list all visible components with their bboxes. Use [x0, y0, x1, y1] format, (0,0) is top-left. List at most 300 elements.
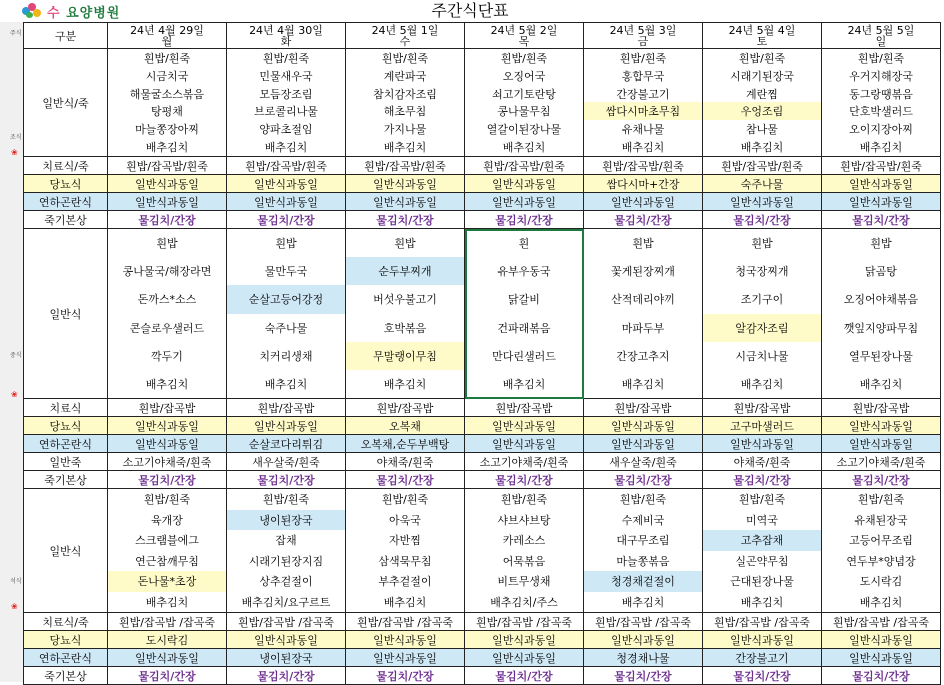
day-header-cell[interactable]	[108, 23, 227, 49]
menu-item: 흰밥/흰죽	[143, 51, 191, 65]
breakfast-diet-cell[interactable]: 일반식과동일	[346, 175, 465, 193]
dinner-diet-cell[interactable]: 흰밥/잡곡밥 /잡곡죽	[584, 613, 703, 631]
day-weekday: 월	[161, 34, 173, 48]
menu-item: 고등어무조림	[849, 534, 913, 548]
breakfast-diet-cell[interactable]: 일반식과동일	[227, 193, 346, 211]
dinner-diet-cell[interactable]: 흰밥/잡곡밥 /잡곡죽	[346, 613, 465, 631]
menu-item: 시래기된장국	[730, 69, 794, 83]
menu-item: 단호박샐러드	[849, 105, 913, 119]
menu-item: 흰밥/흰죽	[500, 493, 548, 507]
lunch-diet-cell[interactable]: 일반식과동일	[108, 435, 227, 453]
dinner-diet-cell[interactable]: 물김치/간장	[346, 667, 465, 685]
dinner-main-cell[interactable]	[108, 489, 227, 613]
flower-icon: ❀	[11, 602, 18, 611]
day-header-cell[interactable]	[822, 23, 941, 49]
menu-item: 흰밥	[870, 237, 892, 251]
menu-item: 물만두국	[264, 265, 308, 279]
menu-item: 무말랭이무침	[346, 342, 464, 370]
day-weekday: 화	[280, 34, 292, 48]
lunch-diet-cell[interactable]: 새우살죽/흰죽	[584, 453, 703, 471]
breakfast-main-cell[interactable]	[584, 49, 703, 157]
breakfast-diet-cell[interactable]: 흰밥/잡곡밥/흰죽	[703, 157, 822, 175]
menu-item: 배추김치	[621, 141, 665, 155]
lunch-diet-label[interactable]: 당뇨식	[24, 417, 108, 435]
logo-brand-a: 수	[47, 5, 61, 21]
dinner-main-label[interactable]: 일반식	[24, 489, 108, 613]
header-label-cell[interactable]: 구분	[24, 23, 108, 49]
dinner-diet-cell[interactable]: 일반식과동일	[584, 631, 703, 649]
menu-item: 계란찜	[746, 87, 778, 101]
menu-item: 홍합무국	[621, 69, 665, 83]
day-weekday: 수	[399, 34, 411, 48]
sheet-header	[0, 0, 944, 22]
dinner-diet-cell[interactable]: 물김치/간장	[108, 667, 227, 685]
lunch-main-cell[interactable]	[822, 229, 941, 399]
breakfast-diet-row	[24, 193, 941, 211]
lunch-diet-row	[24, 453, 941, 471]
lunch-diet-cell[interactable]: 일반식과동일	[584, 417, 703, 435]
breakfast-diet-cell[interactable]: 일반식과동일	[822, 193, 941, 211]
menu-item: 배추김치	[621, 377, 665, 391]
menu-item: 시금치국	[145, 69, 189, 83]
menu-item: 육개장	[151, 513, 183, 527]
lunch-main-cell[interactable]	[227, 229, 346, 399]
lunch-diet-label[interactable]: 연하곤란식	[24, 435, 108, 453]
row-tag-lunch: 중식	[10, 352, 22, 359]
menu-item: 배추김치/요구르트	[241, 595, 331, 609]
menu-item: 배추김치	[859, 377, 903, 391]
lunch-main-cell[interactable]	[346, 229, 465, 399]
breakfast-diet-cell[interactable]: 흰밥/잡곡밥/흰죽	[465, 157, 584, 175]
menu-item: 흰밥	[275, 237, 297, 251]
header-row	[24, 23, 941, 49]
lunch-main-cell[interactable]	[703, 229, 822, 399]
row-tag-dinner: 석식	[10, 578, 22, 585]
dinner-diet-cell[interactable]: 흰밥/잡곡밥 /잡곡죽	[822, 613, 941, 631]
flower-icon: ❀	[11, 148, 18, 157]
menu-item: 모듬장조림	[259, 87, 313, 101]
breakfast-diet-label[interactable]: 당뇨식	[24, 175, 108, 193]
menu-item: 순두부찌개	[346, 257, 464, 285]
dinner-diet-label[interactable]: 치료식/죽	[24, 613, 108, 631]
menu-item: 돈나물*초장	[108, 571, 226, 592]
breakfast-diet-label[interactable]: 연하곤란식	[24, 193, 108, 211]
menu-item: 열무된장나물	[849, 349, 913, 363]
day-header-cell[interactable]	[346, 23, 465, 49]
menu-item: 연두부*양념장	[846, 554, 916, 568]
lunch-diet-cell[interactable]: 오복채,순두부백탕	[346, 435, 465, 453]
menu-item: 스크램블에그	[135, 534, 199, 548]
menu-item: 흰밥	[751, 237, 773, 251]
breakfast-diet-cell[interactable]: 일반식과동일	[346, 193, 465, 211]
dinner-diet-cell[interactable]: 일반식과동일	[465, 631, 584, 649]
dinner-diet-cell[interactable]: 일반식과동일	[346, 649, 465, 667]
menu-item: 마파두부	[621, 321, 665, 335]
menu-item: 샤브샤브탕	[497, 513, 551, 527]
breakfast-diet-cell[interactable]: 일반식과동일	[108, 175, 227, 193]
breakfast-diet-cell[interactable]: 흰밥/잡곡밥/흰죽	[346, 157, 465, 175]
menu-item: 배추김치	[264, 141, 308, 155]
lunch-diet-cell[interactable]: 흰밥/잡곡밥	[227, 399, 346, 417]
menu-item: 부추겉절이	[378, 575, 432, 589]
menu-item: 호박볶음	[383, 321, 427, 335]
menu-item: 고추잡채	[703, 530, 821, 551]
lunch-diet-cell[interactable]: 물김치/간장	[346, 471, 465, 489]
lunch-main-row	[24, 229, 941, 399]
dinner-main-cell[interactable]	[227, 489, 346, 613]
dinner-diet-label[interactable]: 연하곤란식	[24, 649, 108, 667]
lunch-diet-cell[interactable]: 오복채	[346, 417, 465, 435]
dinner-diet-cell[interactable]: 간장불고기	[703, 649, 822, 667]
row-tag-top: 주식	[10, 30, 22, 37]
menu-item: 배추김치	[383, 377, 427, 391]
lunch-diet-cell[interactable]: 흰밥/잡곡밥	[108, 399, 227, 417]
menu-item: 흰밥/흰죽	[619, 51, 667, 65]
lunch-diet-cell[interactable]: 흰밥/잡곡밥	[465, 399, 584, 417]
breakfast-diet-cell[interactable]: 일반식과동일	[227, 175, 346, 193]
lunch-diet-cell[interactable]: 흰밥/잡곡밥	[703, 399, 822, 417]
dinner-diet-cell[interactable]: 냉이된장국	[227, 649, 346, 667]
breakfast-diet-cell[interactable]: 일반식과동일	[822, 175, 941, 193]
breakfast-main-cell[interactable]	[822, 49, 941, 157]
menu-item: 배추김치	[740, 595, 784, 609]
lunch-diet-cell[interactable]: 물김치/간장	[822, 471, 941, 489]
breakfast-diet-row	[24, 157, 941, 175]
menu-item: 카레소스	[502, 534, 546, 548]
lunch-diet-cell[interactable]: 소고기야채죽/흰죽	[108, 453, 227, 471]
menu-item: 흰밥/흰죽	[619, 493, 667, 507]
menu-item: 배추김치	[740, 141, 784, 155]
menu-item: 도시락김	[859, 575, 903, 589]
menu-item: 숙주나물	[264, 321, 308, 335]
breakfast-diet-cell[interactable]: 물김치/간장	[227, 211, 346, 229]
breakfast-diet-row	[24, 175, 941, 193]
lunch-diet-cell[interactable]: 일반식과동일	[108, 417, 227, 435]
menu-item: 흰밥/흰죽	[738, 493, 786, 507]
lunch-diet-cell[interactable]: 순살코다리튀김	[227, 435, 346, 453]
breakfast-diet-cell[interactable]: 흰밥/잡곡밥/흰죽	[108, 157, 227, 175]
lunch-diet-cell[interactable]: 소고기야채죽/흰죽	[822, 453, 941, 471]
dinner-diet-row	[24, 613, 941, 631]
menu-item: 흰	[518, 237, 530, 251]
menu-item: 자반찜	[389, 534, 421, 548]
dinner-diet-cell[interactable]: 일반식과동일	[822, 631, 941, 649]
menu-item: 청국장찌개	[735, 265, 789, 279]
lunch-diet-cell[interactable]: 고구마샐러드	[703, 417, 822, 435]
lunch-diet-cell[interactable]: 일반식과동일	[465, 435, 584, 453]
lunch-diet-cell[interactable]: 야채죽/흰죽	[703, 453, 822, 471]
dinner-main-cell[interactable]	[465, 489, 584, 613]
breakfast-diet-cell[interactable]: 일반식과동일	[703, 193, 822, 211]
lunch-diet-cell[interactable]: 흰밥/잡곡밥	[346, 399, 465, 417]
menu-item: 계란파국	[383, 69, 427, 83]
row-header-strip	[0, 22, 24, 682]
dinner-diet-cell[interactable]: 일반식과동일	[346, 631, 465, 649]
flower-icon: ❀	[11, 390, 18, 399]
menu-item: 흰밥/흰죽	[857, 493, 905, 507]
breakfast-diet-label[interactable]: 치료식/죽	[24, 157, 108, 175]
menu-item: 배추김치	[383, 141, 427, 155]
menu-item: 오징어야채볶음	[843, 293, 919, 307]
breakfast-diet-cell[interactable]: 흰밥/잡곡밥/흰죽	[822, 157, 941, 175]
menu-item: 상추겉절이	[259, 575, 313, 589]
dinner-diet-cell[interactable]: 물김치/간장	[822, 667, 941, 685]
menu-item: 열갈이된장나물	[486, 123, 562, 137]
lunch-diet-cell[interactable]: 물김치/간장	[584, 471, 703, 489]
menu-item: 우엉조림	[703, 102, 821, 120]
menu-item: 간장불고기	[616, 87, 670, 101]
menu-item: 양파초절임	[259, 123, 313, 137]
lunch-diet-cell[interactable]: 새우살죽/흰죽	[227, 453, 346, 471]
dinner-diet-cell[interactable]: 흰밥/잡곡밥 /잡곡죽	[703, 613, 822, 631]
lunch-diet-cell[interactable]: 일반식과동일	[703, 435, 822, 453]
breakfast-main-cell[interactable]	[227, 49, 346, 157]
hospital-logo	[22, 2, 120, 20]
lunch-diet-cell[interactable]: 물김치/간장	[227, 471, 346, 489]
menu-item: 콩나물무침	[497, 105, 551, 119]
menu-item: 오징어국	[502, 69, 546, 83]
menu-item: 만다린샐러드	[492, 349, 556, 363]
lunch-main-cell[interactable]	[465, 229, 584, 399]
menu-item: 배추김치	[145, 141, 189, 155]
lunch-diet-label[interactable]: 일반죽	[24, 453, 108, 471]
menu-item: 흰밥/흰죽	[143, 493, 191, 507]
menu-item: 깍두기	[151, 349, 183, 363]
menu-item: 꽃게된장찌개	[611, 265, 675, 279]
menu-item: 흰밥/흰죽	[500, 51, 548, 65]
day-date: 24년 5월 5일	[847, 23, 915, 37]
dinner-diet-row	[24, 631, 941, 649]
breakfast-main-cell[interactable]	[108, 49, 227, 157]
menu-item: 유채나물	[621, 123, 665, 137]
menu-item: 탕평채	[151, 105, 183, 119]
dinner-main-cell[interactable]	[822, 489, 941, 613]
dinner-diet-cell[interactable]: 흰밥/잡곡밥 /잡곡죽	[108, 613, 227, 631]
day-date: 24년 5월 1일	[371, 23, 439, 37]
menu-item: 대구무조림	[616, 534, 670, 548]
lunch-diet-cell[interactable]: 일반식과동일	[822, 435, 941, 453]
dinner-diet-cell[interactable]: 흰밥/잡곡밥 /잡곡죽	[227, 613, 346, 631]
breakfast-diet-cell[interactable]: 물김치/간장	[108, 211, 227, 229]
menu-item: 버섯우불고기	[373, 293, 437, 307]
menu-item: 흰밥/흰죽	[262, 493, 310, 507]
lunch-diet-label[interactable]: 죽기본상	[24, 471, 108, 489]
dinner-diet-cell[interactable]: 일반식과동일	[465, 649, 584, 667]
menu-item: 흰밥	[394, 237, 416, 251]
menu-item: 간장고추지	[616, 349, 670, 363]
page-title: 주간식단표	[431, 1, 509, 20]
lunch-diet-cell[interactable]: 일반식과동일	[227, 417, 346, 435]
menu-item: 민물새우국	[259, 69, 313, 83]
menu-item: 우거지해장국	[849, 69, 913, 83]
menu-item: 근대된장나물	[730, 575, 794, 589]
breakfast-diet-cell[interactable]: 일반식과동일	[108, 193, 227, 211]
menu-item: 배추김치	[145, 595, 189, 609]
menu-item: 조기구이	[740, 293, 784, 307]
dinner-diet-cell[interactable]: 물김치/간장	[465, 667, 584, 685]
menu-item: 시금치나물	[735, 349, 789, 363]
lunch-diet-cell[interactable]: 일반식과동일	[584, 435, 703, 453]
menu-item: 미역국	[746, 513, 778, 527]
menu-item: 배추김치	[859, 141, 903, 155]
lunch-diet-cell[interactable]: 야채죽/흰죽	[346, 453, 465, 471]
menu-item: 흰밥/흰죽	[738, 51, 786, 65]
lunch-diet-cell[interactable]: 흰밥/잡곡밥	[584, 399, 703, 417]
dinner-diet-cell[interactable]: 도시락김	[108, 631, 227, 649]
dinner-diet-cell[interactable]: 청경채나물	[584, 649, 703, 667]
lunch-diet-cell[interactable]: 일반식과동일	[822, 417, 941, 435]
menu-item: 실곤약무침	[735, 554, 789, 568]
menu-item: 아욱국	[389, 513, 421, 527]
menu-item: 치커리생채	[259, 349, 313, 363]
dinner-diet-cell[interactable]: 일반식과동일	[822, 649, 941, 667]
dinner-diet-cell[interactable]: 물김치/간장	[584, 667, 703, 685]
menu-item: 수제비국	[621, 513, 665, 527]
menu-item: 잡채	[275, 534, 297, 548]
dinner-diet-cell[interactable]: 일반식과동일	[227, 631, 346, 649]
day-date: 24년 5월 4일	[728, 23, 796, 37]
menu-item: 흰밥/흰죽	[381, 493, 429, 507]
menu-item: 흰밥	[632, 237, 654, 251]
day-header-cell[interactable]	[227, 23, 346, 49]
menu-item: 배추김치	[502, 141, 546, 155]
row-tag-breakfast: 조식	[10, 134, 22, 141]
menu-item: 산적데리야끼	[611, 293, 675, 307]
day-header-cell[interactable]	[584, 23, 703, 49]
lunch-diet-row	[24, 471, 941, 489]
menu-item: 콘슬로우샐러드	[129, 321, 205, 335]
lunch-diet-cell[interactable]: 물김치/간장	[108, 471, 227, 489]
menu-item: 해초무침	[383, 105, 427, 119]
breakfast-diet-row	[24, 211, 941, 229]
breakfast-main-cell[interactable]	[346, 49, 465, 157]
menu-item: 참나물	[746, 123, 778, 137]
lunch-diet-cell[interactable]: 물김치/간장	[465, 471, 584, 489]
menu-item: 배추김치/주스	[490, 595, 558, 609]
menu-item: 흰밥/흰죽	[857, 51, 905, 65]
logo-brand-b: 요양병원	[66, 5, 121, 21]
breakfast-diet-cell[interactable]: 흰밥/잡곡밥/흰죽	[227, 157, 346, 175]
menu-table	[23, 22, 941, 685]
lunch-diet-cell[interactable]: 소고기야채죽/흰죽	[465, 453, 584, 471]
menu-item: 돈까스*소스	[137, 293, 197, 307]
dinner-diet-cell[interactable]: 물김치/간장	[227, 667, 346, 685]
day-date: 24년 5월 2일	[490, 23, 558, 37]
menu-item: 흰밥/흰죽	[381, 51, 429, 65]
menu-item: 오이지장아찌	[849, 123, 913, 137]
breakfast-diet-cell[interactable]: 일반식과동일	[465, 193, 584, 211]
menu-item: 건파래볶음	[497, 321, 551, 335]
dinner-diet-cell[interactable]: 일반식과동일	[703, 631, 822, 649]
menu-item: 순살고등어강정	[227, 285, 345, 313]
dinner-main-cell[interactable]	[346, 489, 465, 613]
breakfast-diet-cell[interactable]: 흰밥/잡곡밥/흰죽	[584, 157, 703, 175]
day-date: 24년 4월 29일	[130, 23, 204, 37]
menu-item: 깻잎지양파무침	[843, 321, 919, 335]
day-weekday: 목	[518, 34, 530, 48]
menu-item: 냉이된장국	[227, 510, 345, 531]
menu-item: 삼색묵무침	[378, 554, 432, 568]
menu-item: 배추김치	[145, 377, 189, 391]
lunch-main-label[interactable]: 일반식	[24, 229, 108, 399]
day-date: 24년 5월 3일	[609, 23, 677, 37]
menu-item: 어묵볶음	[502, 554, 546, 568]
dinner-diet-label[interactable]: 당뇨식	[24, 631, 108, 649]
menu-item: 유채된장국	[854, 513, 908, 527]
breakfast-diet-cell[interactable]: 물김치/간장	[584, 211, 703, 229]
breakfast-diet-cell[interactable]: 물김치/간장	[346, 211, 465, 229]
logo-mark-icon	[22, 3, 44, 19]
breakfast-diet-cell[interactable]: 숙주나물	[703, 175, 822, 193]
dinner-main-row	[24, 489, 941, 613]
menu-item: 유부우동국	[497, 265, 551, 279]
menu-item: 쌈다시마초무침	[584, 102, 702, 120]
dinner-main-cell[interactable]	[703, 489, 822, 613]
breakfast-diet-cell[interactable]: 물김치/간장	[465, 211, 584, 229]
dinner-diet-cell[interactable]: 일반식과동일	[108, 649, 227, 667]
dinner-diet-cell[interactable]: 물김치/간장	[703, 667, 822, 685]
breakfast-diet-cell[interactable]: 일반식과동일	[465, 175, 584, 193]
day-weekday: 금	[637, 34, 649, 48]
menu-item: 배추김치	[264, 377, 308, 391]
menu-item: 동그랑땡볶음	[849, 87, 913, 101]
dinner-diet-row	[24, 649, 941, 667]
menu-item: 배추김치	[859, 595, 903, 609]
lunch-main-cell[interactable]	[108, 229, 227, 399]
menu-item: 브로콜리나물	[254, 105, 318, 119]
lunch-diet-row	[24, 417, 941, 435]
dinner-diet-label[interactable]: 죽기본상	[24, 667, 108, 685]
lunch-diet-cell[interactable]: 일반식과동일	[465, 417, 584, 435]
dinner-main-cell[interactable]	[584, 489, 703, 613]
menu-item: 닭갈비	[508, 293, 540, 307]
day-header-cell[interactable]	[465, 23, 584, 49]
lunch-diet-row	[24, 399, 941, 417]
menu-item: 배추김치	[621, 595, 665, 609]
lunch-diet-cell[interactable]: 물김치/간장	[703, 471, 822, 489]
breakfast-diet-cell[interactable]: 쌈다시마+간장	[584, 175, 703, 193]
menu-item: 흰밥/흰죽	[262, 51, 310, 65]
day-weekday: 일	[875, 34, 887, 48]
breakfast-diet-label[interactable]: 죽기본상	[24, 211, 108, 229]
menu-item: 알감자조림	[703, 314, 821, 342]
menu-item: 시래기된장지짐	[248, 554, 324, 568]
menu-item: 배추김치	[502, 377, 546, 391]
breakfast-main-label[interactable]: 일반식/죽	[24, 49, 108, 157]
menu-item: 닭곰탕	[865, 265, 897, 279]
menu-item: 쇠고기토란탕	[492, 87, 556, 101]
dinner-diet-cell[interactable]: 흰밥/잡곡밥 /잡곡죽	[465, 613, 584, 631]
menu-item: 배추김치	[740, 377, 784, 391]
menu-item: 청경채겉절이	[584, 571, 702, 592]
lunch-main-cell[interactable]	[584, 229, 703, 399]
menu-item: 연근참깨무침	[135, 554, 199, 568]
menu-item: 마늘쫑장아찌	[135, 123, 199, 137]
menu-item: 가지나물	[383, 123, 427, 137]
day-date: 24년 4월 30일	[249, 23, 323, 37]
menu-item: 콩나물국/해장라면	[122, 265, 212, 279]
breakfast-diet-cell[interactable]: 물김치/간장	[822, 211, 941, 229]
menu-item: 흰밥	[156, 237, 178, 251]
breakfast-main-cell[interactable]	[465, 49, 584, 157]
breakfast-diet-cell[interactable]: 일반식과동일	[584, 193, 703, 211]
lunch-diet-row	[24, 435, 941, 453]
lunch-diet-label[interactable]: 치료식	[24, 399, 108, 417]
lunch-diet-cell[interactable]: 흰밥/잡곡밥	[822, 399, 941, 417]
day-header-cell[interactable]	[703, 23, 822, 49]
breakfast-diet-cell[interactable]: 물김치/간장	[703, 211, 822, 229]
breakfast-main-cell[interactable]	[703, 49, 822, 157]
